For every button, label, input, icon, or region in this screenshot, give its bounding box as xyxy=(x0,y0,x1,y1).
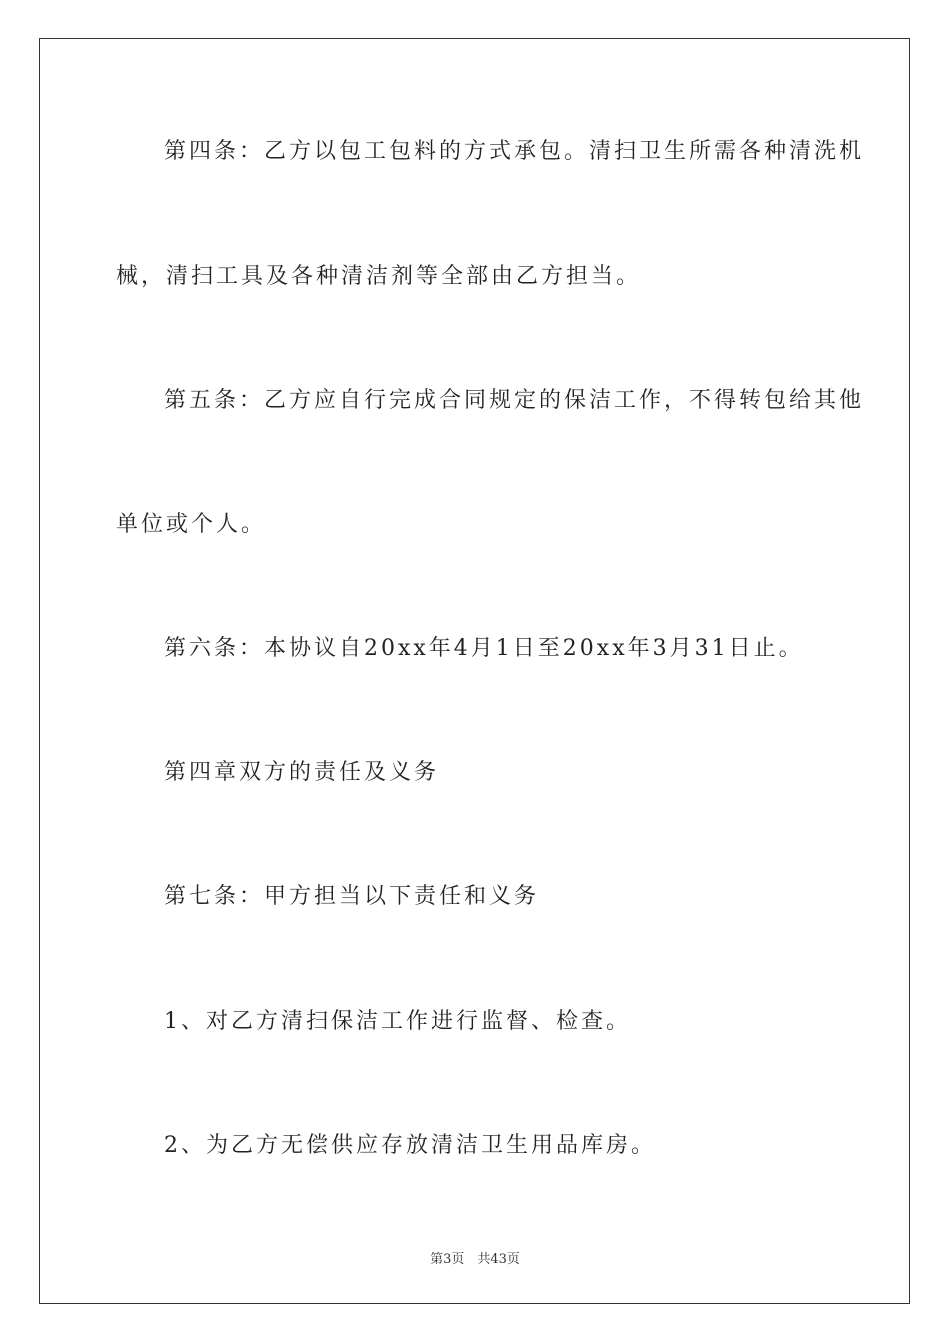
list-item-1: 1、对乙方清扫保洁工作进行监督、检查。 xyxy=(164,1009,631,1034)
article-6: 第六条：本协议自20xx年4月1日至20xx年3月31日止。 xyxy=(164,636,804,661)
article-4-line-1: 第四条：乙方以包工包料的方式承包。清扫卫生所需各种清洗机 xyxy=(164,139,865,164)
page-number-footer: 第3页 共43页 xyxy=(430,1252,520,1267)
chapter-4-heading: 第四章双方的责任及义务 xyxy=(164,760,440,785)
article-5-line-1: 第五条：乙方应自行完成合同规定的保洁工作，不得转包给其他 xyxy=(164,388,865,413)
list-item-2: 2、为乙方无偿供应存放清洁卫生用品库房。 xyxy=(164,1133,656,1158)
page-border xyxy=(39,38,910,1304)
article-7: 第七条：甲方担当以下责任和义务 xyxy=(164,884,540,909)
article-4-line-2: 械，清扫工具及各种清洁剂等全部由乙方担当。 xyxy=(116,264,642,289)
article-5-line-2: 单位或个人。 xyxy=(116,512,267,537)
